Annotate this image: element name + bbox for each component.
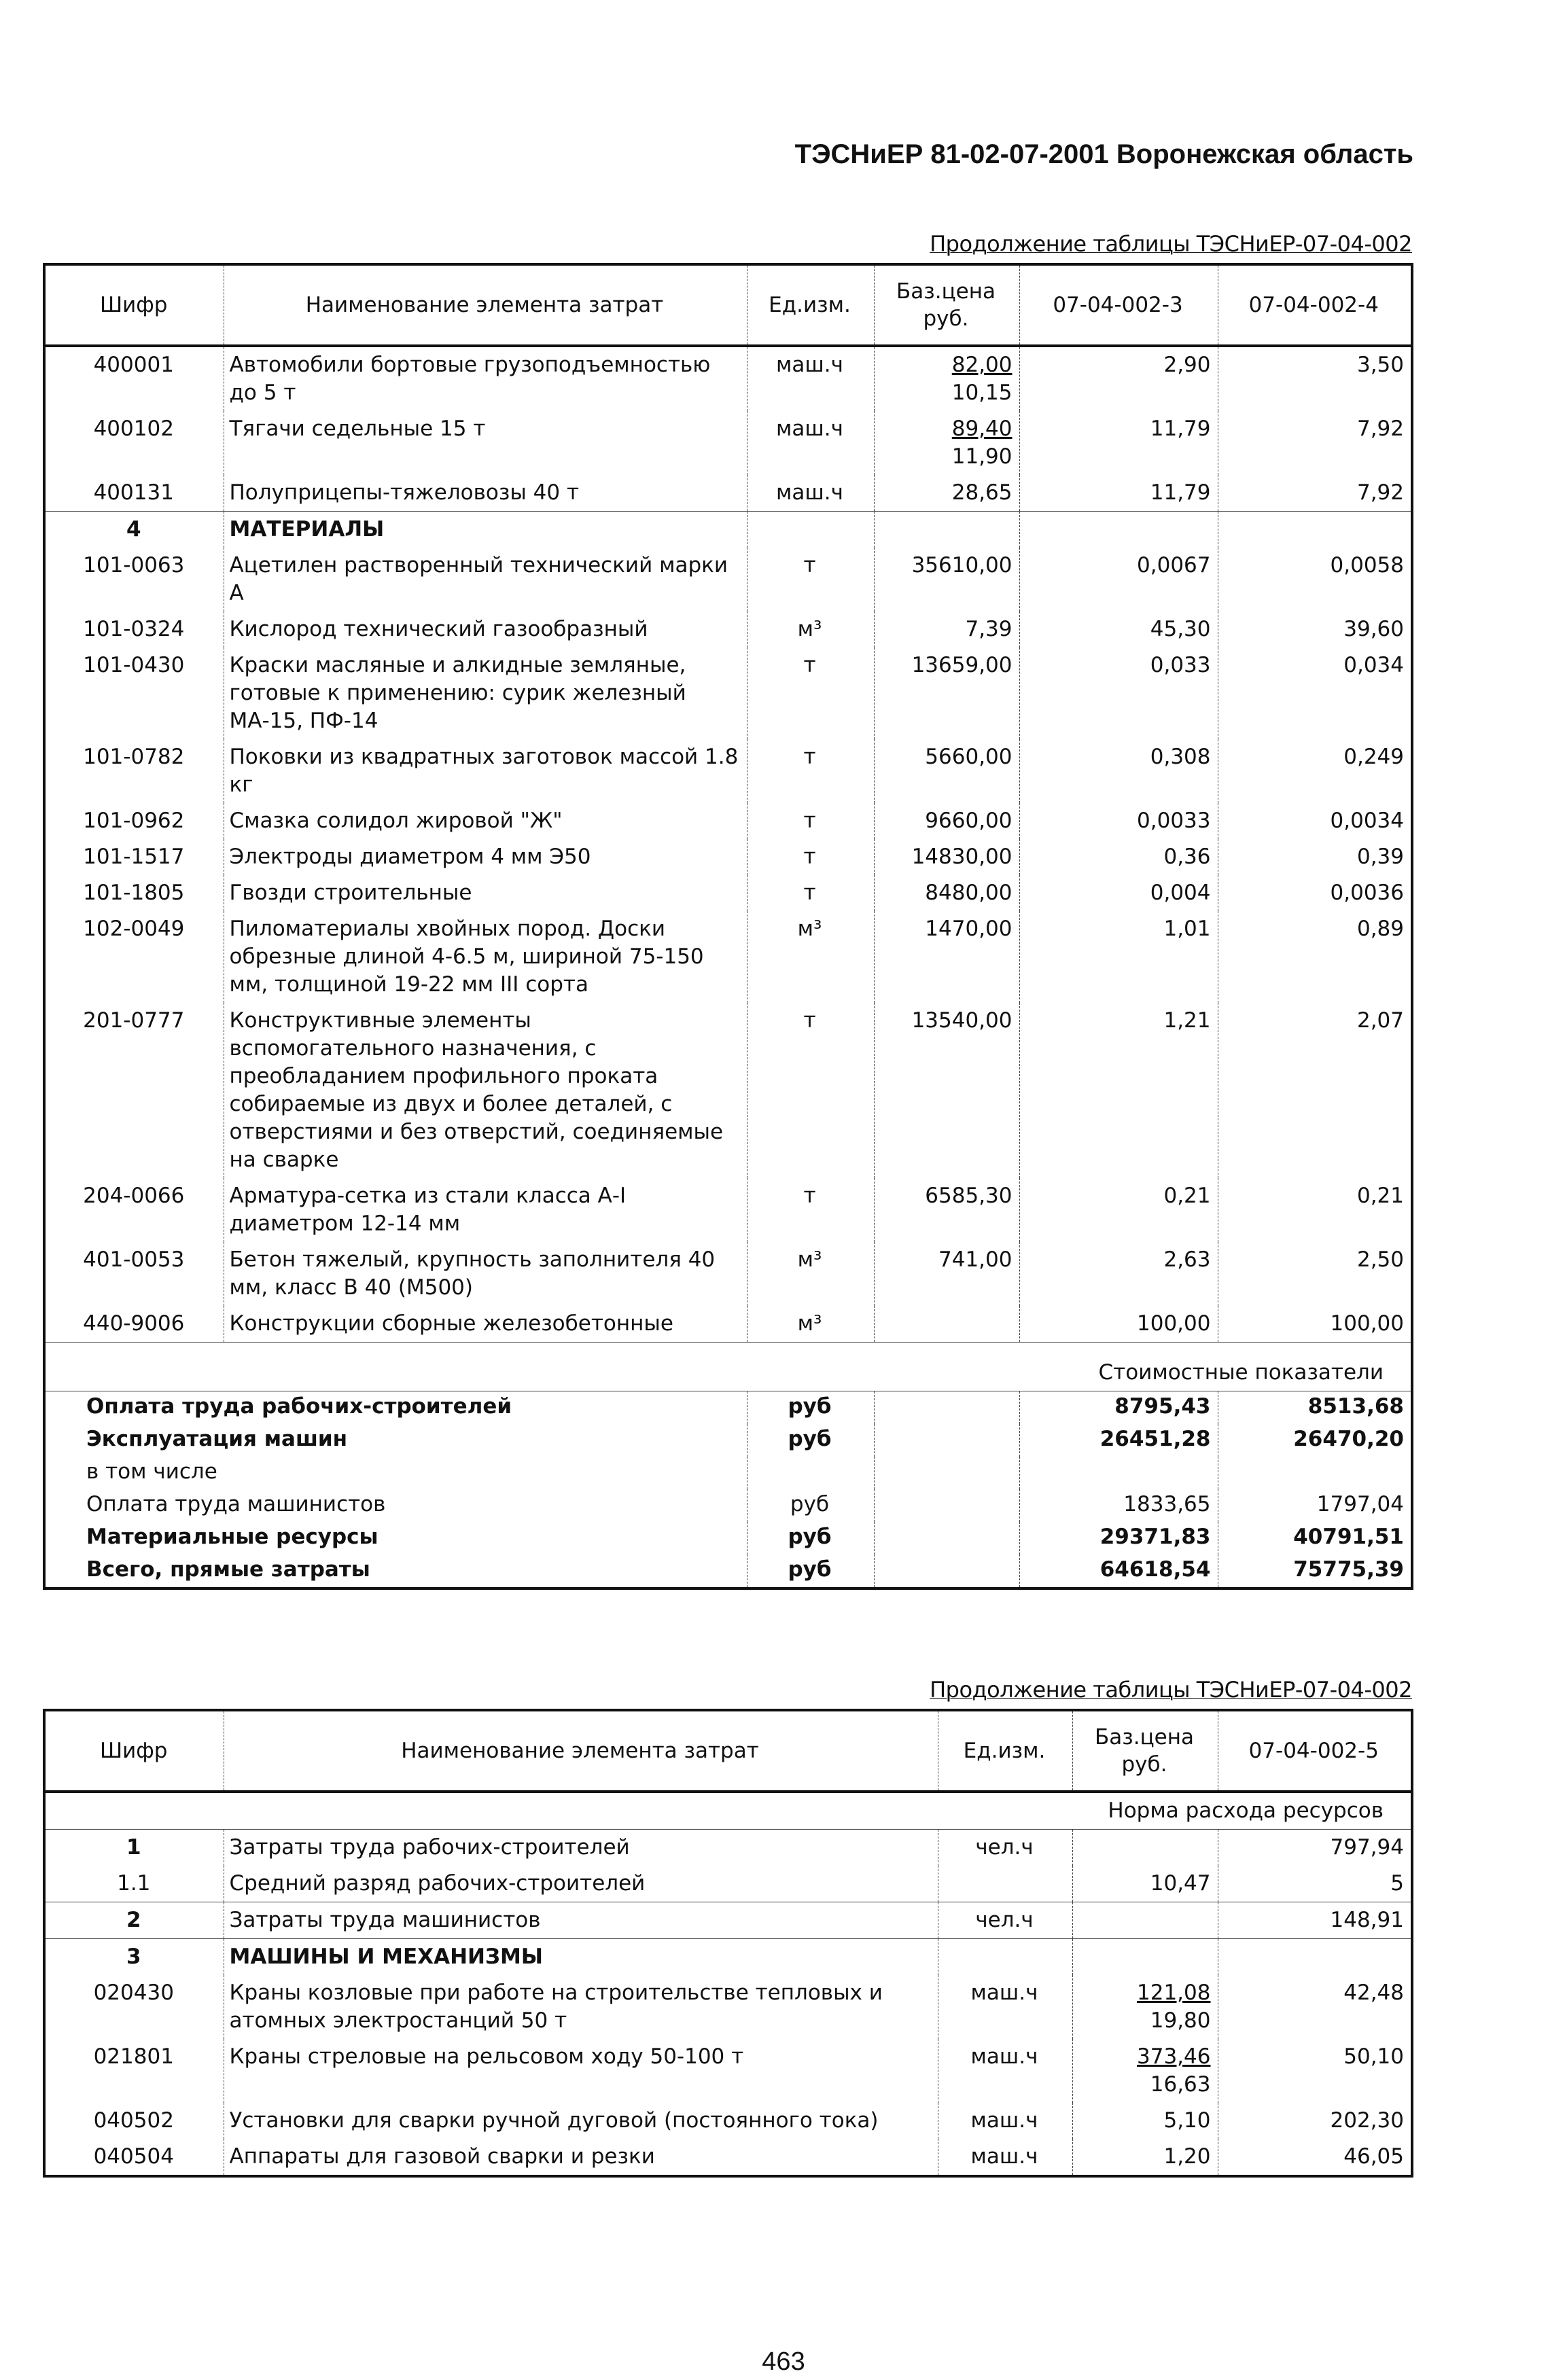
cost-value: 40791,51 bbox=[1218, 1522, 1412, 1555]
norm-value: 11,79 bbox=[1019, 411, 1218, 475]
norm-value: 0,0058 bbox=[1218, 548, 1412, 611]
table1-caption: Продолжение таблицы ТЭСНиЕР-07-04-002 bbox=[930, 231, 1412, 257]
header-col-3: 07-04-002-3 bbox=[1019, 264, 1218, 346]
table-row bbox=[44, 647, 1412, 739]
norm-value: 148,91 bbox=[1218, 1902, 1412, 1939]
page-number: 463 bbox=[762, 2347, 805, 2376]
base-price-cell: 1,20 bbox=[1072, 2139, 1218, 2176]
norm-value: 2,07 bbox=[1218, 1003, 1412, 1178]
norm-value: 50,10 bbox=[1218, 2039, 1412, 2103]
base-price-wages: 19,80 bbox=[1150, 2008, 1211, 2033]
base-price-wages: 16,63 bbox=[1150, 2072, 1211, 2097]
table-row bbox=[44, 346, 1412, 411]
table-row bbox=[44, 1830, 1412, 1866]
cost-value: 29371,83 bbox=[1019, 1522, 1218, 1555]
table-row bbox=[44, 803, 1412, 839]
cost-unit: руб bbox=[747, 1522, 874, 1555]
resource-code: 101-0782 bbox=[44, 739, 224, 803]
cost-value: 75775,39 bbox=[1218, 1555, 1412, 1588]
cost-row bbox=[44, 1522, 1412, 1555]
unit: м³ bbox=[747, 1242, 874, 1306]
base-price-cell: 9660,00 bbox=[874, 803, 1019, 839]
cost-name: в том числе bbox=[44, 1457, 747, 1489]
base-price-cell: 13659,00 bbox=[874, 647, 1019, 739]
unit: м³ bbox=[747, 611, 874, 647]
base-price: 82,00 bbox=[951, 353, 1013, 377]
base-price-cell bbox=[1072, 1902, 1218, 1939]
section-row bbox=[44, 1792, 1412, 1830]
norm-value: 46,05 bbox=[1218, 2139, 1412, 2176]
norm-value: 100,00 bbox=[1019, 1306, 1218, 1343]
norm-value: 39,60 bbox=[1218, 611, 1412, 647]
base-price-cell: 8480,00 bbox=[874, 875, 1019, 911]
cost-name: Оплата труда машинистов bbox=[44, 1489, 747, 1522]
header-code: Шифр bbox=[44, 1710, 224, 1792]
norm-value: 0,034 bbox=[1218, 647, 1412, 739]
norm-value: 202,30 bbox=[1218, 2103, 1412, 2139]
header-price: Баз.цена руб. bbox=[1072, 1710, 1218, 1792]
cost-value: 8795,43 bbox=[1019, 1391, 1218, 1425]
table-row bbox=[44, 2139, 1412, 2176]
unit: маш.ч bbox=[747, 411, 874, 475]
cost-price-empty bbox=[874, 1522, 1019, 1555]
norm-value: 0,249 bbox=[1218, 739, 1412, 803]
unit bbox=[938, 1939, 1072, 1976]
norm-value: 0,39 bbox=[1218, 839, 1412, 875]
base-price-wages: 11,90 bbox=[951, 444, 1013, 469]
base-price-cell: 14830,00 bbox=[874, 839, 1019, 875]
base-price-cell: 28,65 bbox=[874, 475, 1019, 512]
resource-code: 101-1517 bbox=[44, 839, 224, 875]
cost-value: 26470,20 bbox=[1218, 1424, 1412, 1457]
header-name: Наименование элемента затрат bbox=[224, 264, 747, 346]
base-price: 121,08 bbox=[1137, 1981, 1211, 2005]
unit bbox=[938, 1866, 1072, 1902]
norm-value bbox=[1218, 1939, 1412, 1976]
cost-value bbox=[1218, 1457, 1412, 1489]
norm-value: 0,21 bbox=[1019, 1178, 1218, 1242]
base-price-cell bbox=[1072, 1939, 1218, 1976]
unit: чел.ч bbox=[938, 1830, 1072, 1866]
resource-name: Смазка солидол жировой "Ж" bbox=[224, 803, 747, 839]
norm-value bbox=[1218, 512, 1412, 548]
norm-value: 2,50 bbox=[1218, 1242, 1412, 1306]
unit: маш.ч bbox=[938, 1975, 1072, 2039]
resource-code: 3 bbox=[44, 1939, 224, 1976]
unit: м³ bbox=[747, 911, 874, 1003]
cost-name: Всего, прямые затраты bbox=[44, 1555, 747, 1588]
cost-name: Материальные ресурсы bbox=[44, 1522, 747, 1555]
resource-code: 400001 bbox=[44, 346, 224, 411]
cost-price-empty bbox=[874, 1457, 1019, 1489]
table2-caption: Продолжение таблицы ТЭСНиЕР-07-04-002 bbox=[930, 1677, 1412, 1703]
resource-code: 2 bbox=[44, 1902, 224, 1939]
table-row bbox=[44, 611, 1412, 647]
resource-name: Затраты труда машинистов bbox=[224, 1902, 938, 1939]
cost-value: 1833,65 bbox=[1019, 1489, 1218, 1522]
base-price-cell: 1470,00 bbox=[874, 911, 1019, 1003]
resource-name: Конструктивные элементы вспомогательного назначения, с преобладанием профильного проката собираемые из двух и более деталей, с отверстиями и без отверстий, соединяемые на сварке bbox=[224, 1003, 747, 1178]
cost-value: 1797,04 bbox=[1218, 1489, 1412, 1522]
unit: т bbox=[747, 803, 874, 839]
document-title: ТЭСНиЕР 81-02-07-2001 Воронежская область bbox=[794, 139, 1413, 169]
resource-name: Электроды диаметром 4 мм Э50 bbox=[224, 839, 747, 875]
cost-name: Эксплуатация машин bbox=[44, 1424, 747, 1457]
base-price-cell bbox=[874, 411, 1019, 475]
section-label: Стоимостные показатели bbox=[44, 1343, 1412, 1391]
resource-code: 401-0053 bbox=[44, 1242, 224, 1306]
resource-code: 440-9006 bbox=[44, 1306, 224, 1343]
unit: т bbox=[747, 839, 874, 875]
resource-code: 1.1 bbox=[44, 1866, 224, 1902]
base-price: 373,46 bbox=[1137, 2044, 1211, 2069]
resource-name: Аппараты для газовой сварки и резки bbox=[224, 2139, 938, 2176]
resources-table-2 bbox=[43, 1709, 1413, 2178]
table-row bbox=[44, 739, 1412, 803]
resource-code: 400131 bbox=[44, 475, 224, 512]
norm-value: 0,0067 bbox=[1019, 548, 1218, 611]
resource-name: Краски масляные и алкидные земляные, готовые к применению: сурик железный МА-15, ПФ-14 bbox=[224, 647, 747, 739]
norm-value bbox=[1019, 512, 1218, 548]
cost-price-empty bbox=[874, 1424, 1019, 1457]
base-price-cell: 7,39 bbox=[874, 611, 1019, 647]
table-row bbox=[44, 2103, 1412, 2139]
cost-price-empty bbox=[874, 1489, 1019, 1522]
header-price: Баз.цена руб. bbox=[874, 264, 1019, 346]
norm-value: 0,033 bbox=[1019, 647, 1218, 739]
base-price: 89,40 bbox=[951, 416, 1013, 441]
norm-value: 7,92 bbox=[1218, 411, 1412, 475]
table-row bbox=[44, 512, 1412, 548]
table-row bbox=[44, 1306, 1412, 1343]
norm-value: 797,94 bbox=[1218, 1830, 1412, 1866]
resource-code: 101-1805 bbox=[44, 875, 224, 911]
cost-value: 26451,28 bbox=[1019, 1424, 1218, 1457]
table-row bbox=[44, 1902, 1412, 1939]
resource-name: Затраты труда рабочих-строителей bbox=[224, 1830, 938, 1866]
table-row bbox=[44, 1975, 1412, 2039]
resource-name: Ацетилен растворенный технический марки А bbox=[224, 548, 747, 611]
cost-row bbox=[44, 1555, 1412, 1588]
resource-code: 101-0063 bbox=[44, 548, 224, 611]
resources-table-1 bbox=[43, 263, 1413, 1590]
norm-value: 0,21 bbox=[1218, 1178, 1412, 1242]
cost-unit bbox=[747, 1457, 874, 1489]
table-row bbox=[44, 911, 1412, 1003]
table-row bbox=[44, 548, 1412, 611]
cost-row bbox=[44, 1424, 1412, 1457]
norm-value: 3,50 bbox=[1218, 346, 1412, 411]
resource-code: 1 bbox=[44, 1830, 224, 1866]
section-label: Норма расхода ресурсов bbox=[44, 1792, 1412, 1830]
resource-code: 4 bbox=[44, 512, 224, 548]
unit: т bbox=[747, 1003, 874, 1178]
resource-name: МАШИНЫ И МЕХАНИЗМЫ bbox=[224, 1939, 938, 1976]
unit: м³ bbox=[747, 1306, 874, 1343]
base-price-cell: 13540,00 bbox=[874, 1003, 1019, 1178]
table-row bbox=[44, 1178, 1412, 1242]
resource-name: Краны козловые при работе на строительстве тепловых и атомных электростанций 50 т bbox=[224, 1975, 938, 2039]
cost-value bbox=[1019, 1457, 1218, 1489]
header-code: Шифр bbox=[44, 264, 224, 346]
unit: маш.ч bbox=[938, 2039, 1072, 2103]
resource-name: Поковки из квадратных заготовок массой 1.8 кг bbox=[224, 739, 747, 803]
resource-name: МАТЕРИАЛЫ bbox=[224, 512, 747, 548]
resource-name: Пиломатериалы хвойных пород. Доски обрезные длиной 4-6.5 м, шириной 75-150 мм, толщиной 19-22 мм III сорта bbox=[224, 911, 747, 1003]
resource-code: 021801 bbox=[44, 2039, 224, 2103]
cost-value: 64618,54 bbox=[1019, 1555, 1218, 1588]
unit: маш.ч bbox=[938, 2103, 1072, 2139]
table-row bbox=[44, 875, 1412, 911]
base-price-wages: 10,15 bbox=[951, 380, 1013, 405]
header-col-5: 07-04-002-5 bbox=[1218, 1710, 1412, 1792]
norm-value: 0,004 bbox=[1019, 875, 1218, 911]
base-price-cell: 35610,00 bbox=[874, 548, 1019, 611]
resource-code: 400102 bbox=[44, 411, 224, 475]
norm-value: 11,79 bbox=[1019, 475, 1218, 512]
resource-code: 020430 bbox=[44, 1975, 224, 2039]
unit: маш.ч bbox=[938, 2139, 1072, 2176]
norm-value: 45,30 bbox=[1019, 611, 1218, 647]
norm-value: 2,90 bbox=[1019, 346, 1218, 411]
base-price-cell bbox=[1072, 2039, 1218, 2103]
cost-price-empty bbox=[874, 1555, 1019, 1588]
resource-name: Тягачи седельные 15 т bbox=[224, 411, 747, 475]
base-price-cell: 6585,30 bbox=[874, 1178, 1019, 1242]
norm-value: 42,48 bbox=[1218, 1975, 1412, 2039]
norm-value: 0,89 bbox=[1218, 911, 1412, 1003]
resource-name: Установки для сварки ручной дуговой (постоянного тока) bbox=[224, 2103, 938, 2139]
resource-name: Краны стреловые на рельсовом ходу 50-100 т bbox=[224, 2039, 938, 2103]
cost-value: 8513,68 bbox=[1218, 1391, 1412, 1425]
header-name: Наименование элемента затрат bbox=[224, 1710, 938, 1792]
resource-name: Кислород технический газообразный bbox=[224, 611, 747, 647]
norm-value: 1,21 bbox=[1019, 1003, 1218, 1178]
norm-value: 7,92 bbox=[1218, 475, 1412, 512]
table-row bbox=[44, 411, 1412, 475]
cost-unit: руб bbox=[747, 1424, 874, 1457]
resource-name: Автомобили бортовые грузоподъемностью до 5 т bbox=[224, 346, 747, 411]
unit: т bbox=[747, 647, 874, 739]
header-col-4: 07-04-002-4 bbox=[1218, 264, 1412, 346]
table-row bbox=[44, 475, 1412, 512]
resource-code: 040502 bbox=[44, 2103, 224, 2139]
unit: маш.ч bbox=[747, 346, 874, 411]
resource-code: 101-0324 bbox=[44, 611, 224, 647]
unit: т bbox=[747, 548, 874, 611]
base-price-cell bbox=[874, 1306, 1019, 1343]
norm-value: 100,00 bbox=[1218, 1306, 1412, 1343]
resource-code: 101-0430 bbox=[44, 647, 224, 739]
base-price-cell bbox=[1072, 1975, 1218, 2039]
base-price-cell bbox=[874, 512, 1019, 548]
table-row bbox=[44, 1003, 1412, 1178]
header-unit: Ед.изм. bbox=[938, 1710, 1072, 1792]
norm-value: 0,308 bbox=[1019, 739, 1218, 803]
header-unit: Ед.изм. bbox=[747, 264, 874, 346]
base-price-cell: 10,47 bbox=[1072, 1866, 1218, 1902]
table-row bbox=[44, 1939, 1412, 1976]
cost-row bbox=[44, 1457, 1412, 1489]
base-price-cell bbox=[874, 346, 1019, 411]
table-row bbox=[44, 1242, 1412, 1306]
unit: маш.ч bbox=[747, 475, 874, 512]
table-row bbox=[44, 2039, 1412, 2103]
resource-name: Конструкции сборные железобетонные bbox=[224, 1306, 747, 1343]
section-row bbox=[44, 1343, 1412, 1391]
resource-code: 040504 bbox=[44, 2139, 224, 2176]
cost-unit: руб bbox=[747, 1489, 874, 1522]
cost-row bbox=[44, 1489, 1412, 1522]
norm-value: 5 bbox=[1218, 1866, 1412, 1902]
resource-name: Бетон тяжелый, крупность заполнителя 40 мм, класс В 40 (М500) bbox=[224, 1242, 747, 1306]
resource-code: 201-0777 bbox=[44, 1003, 224, 1178]
resource-name: Арматура-сетка из стали класса А-I диаметром 12-14 мм bbox=[224, 1178, 747, 1242]
cost-row bbox=[44, 1391, 1412, 1425]
base-price-cell: 5,10 bbox=[1072, 2103, 1218, 2139]
unit: т bbox=[747, 1178, 874, 1242]
resource-code: 204-0066 bbox=[44, 1178, 224, 1242]
resource-name: Гвозди строительные bbox=[224, 875, 747, 911]
norm-value: 0,0036 bbox=[1218, 875, 1412, 911]
table-row bbox=[44, 839, 1412, 875]
norm-value: 0,0034 bbox=[1218, 803, 1412, 839]
resource-name: Средний разряд рабочих-строителей bbox=[224, 1866, 938, 1902]
resource-code: 102-0049 bbox=[44, 911, 224, 1003]
base-price-cell: 741,00 bbox=[874, 1242, 1019, 1306]
unit: т bbox=[747, 739, 874, 803]
resource-code: 101-0962 bbox=[44, 803, 224, 839]
unit bbox=[747, 512, 874, 548]
table-row bbox=[44, 1866, 1412, 1902]
norm-value: 1,01 bbox=[1019, 911, 1218, 1003]
unit: т bbox=[747, 875, 874, 911]
base-price-cell bbox=[1072, 1830, 1218, 1866]
cost-unit: руб bbox=[747, 1555, 874, 1588]
resource-name: Полуприцепы-тяжеловозы 40 т bbox=[224, 475, 747, 512]
norm-value: 0,36 bbox=[1019, 839, 1218, 875]
cost-price-empty bbox=[874, 1391, 1019, 1425]
unit: чел.ч bbox=[938, 1902, 1072, 1939]
cost-name: Оплата труда рабочих-строителей bbox=[44, 1391, 747, 1425]
norm-value: 2,63 bbox=[1019, 1242, 1218, 1306]
base-price-cell: 5660,00 bbox=[874, 739, 1019, 803]
norm-value: 0,0033 bbox=[1019, 803, 1218, 839]
cost-unit: руб bbox=[747, 1391, 874, 1425]
